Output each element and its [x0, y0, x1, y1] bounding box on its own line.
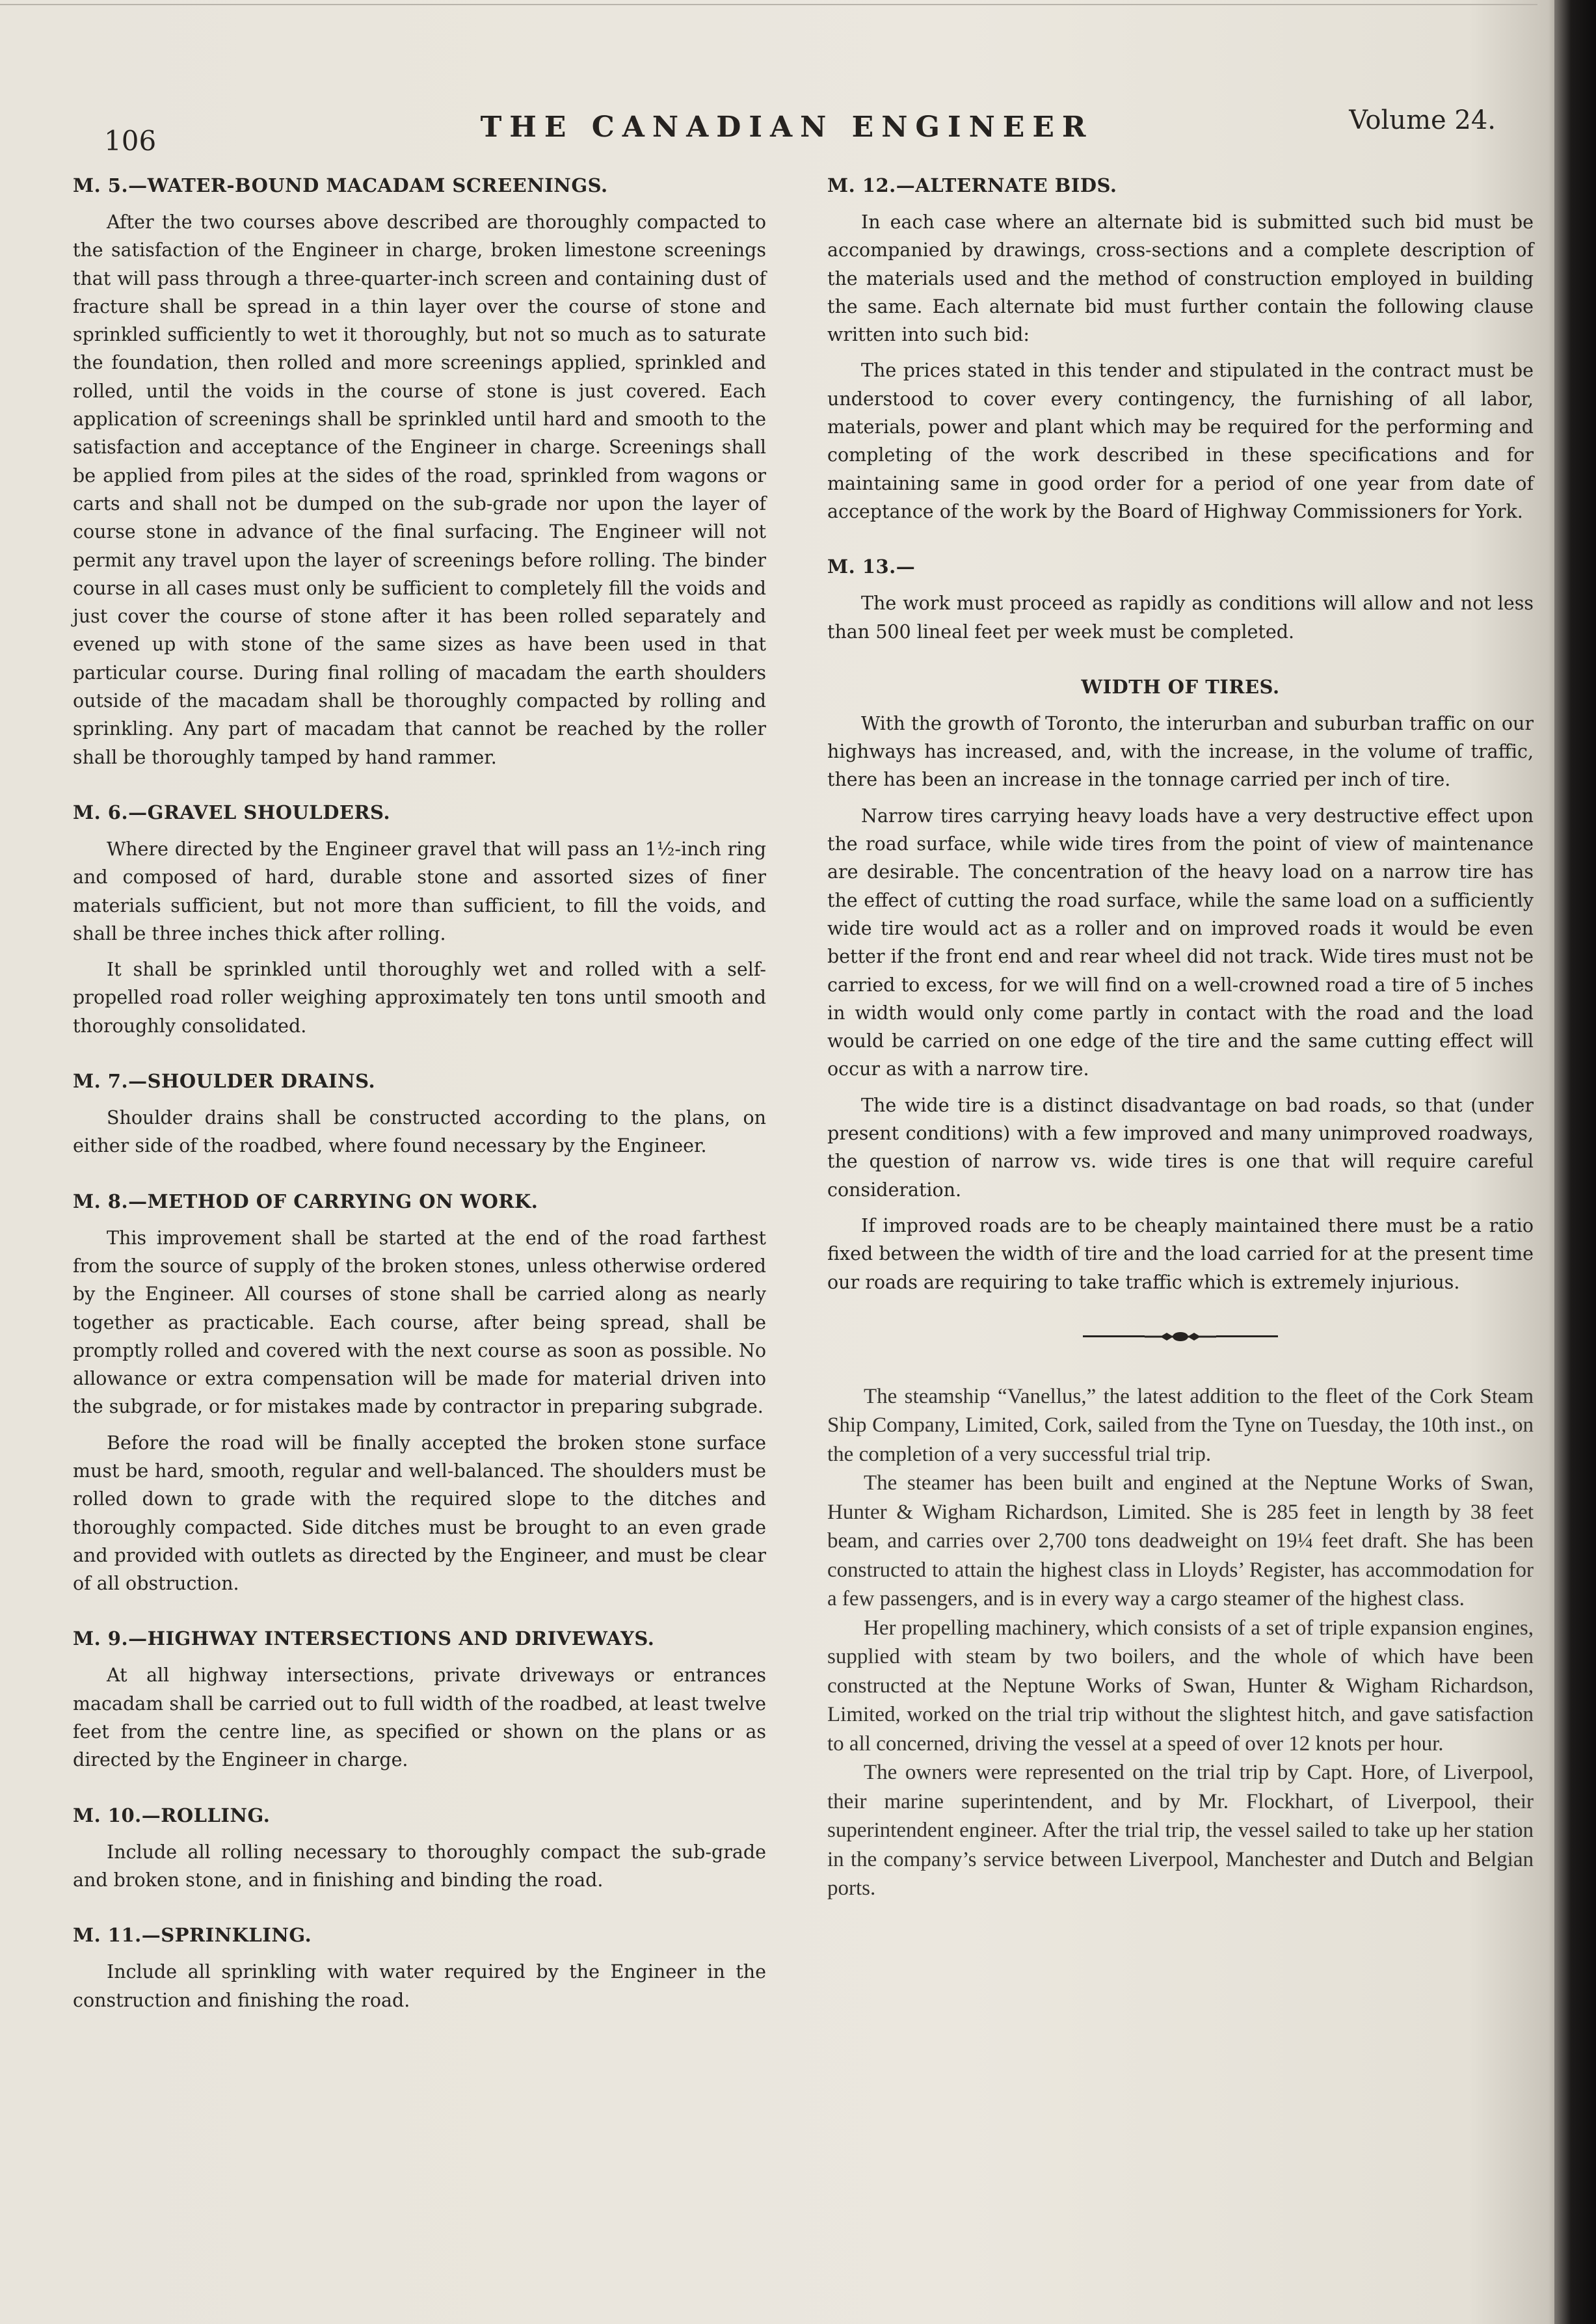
divider-rule [1216, 1335, 1278, 1337]
page-number: 106 [104, 125, 157, 157]
paragraph: Narrow tires carrying heavy loads have a very destructive effect upon the road surface, while wide tires from the point of view of maintenance are desirable. The concentration of the heavy load on a narrow tire has the effect of cutting the road surface, while the same load on a sufficiently wide tire would act as a roller and on improved roads it would be even better if the front end and rear wheel did not track. Wide tires must not be carried to excess, for we will find on a well-crowned road a tire of 5 inches in width would only come partly in contact with the road and the load would be carried on one edge of the tire and the same cutting effect will occur as with a narrow tire. [827, 805, 1534, 1080]
page-edge-line [0, 4, 1537, 5]
paragraph: The work must proceed as rapidly as conditions will allow and not less than 500 lineal feet per week must be completed. [827, 593, 1534, 643]
section-title: M. 6.—GRAVEL SHOULDERS. [73, 801, 391, 823]
section-m12 [827, 174, 1534, 526]
paragraph: If improved roads are to be cheaply maintained there must be a ratio fixed between the width of tire and the load carried for at the present time our roads are requiring to take traffic which is extremely injurious. [827, 1214, 1534, 1293]
section-m13 [827, 555, 1534, 646]
page-header [78, 103, 1496, 155]
paragraph: This improvement shall be started at the end of the road farthest from the source of supply of the broken stones, unless otherwise ordered by the Engineer. All courses of stone shall be carried along as nearly together as practicable. Each course, after being spread, shall be promptly rolled and covered with the next course as soon as possible. No allowance or extra compensation will be made for material driven into the subgrade, or for mistakes made by contractor in preparing subgrade. [73, 1227, 766, 1418]
paragraph: Before the road will be finally accepted the broken stone surface must be hard, smooth, regular and well-balanced. The shoulders must be rolled down to grade with the required slope to the ditches and thoroughly compacted. Side ditches must be brought to an even grade and provided with outlets as directed by the Engineer, and must be clear of all obstruction. [73, 1432, 766, 1595]
paragraph: At all highway intersections, private driveways or entrances macadam shall be carried out to full width of the roadbed, at least twelve feet from the centre line, as specified or shown on the plans or as directed by the Engineer in charge. [73, 1664, 766, 1771]
section-m10 [73, 1804, 766, 1895]
paragraph: The steamer has been built and engined at the Neptune Works of Swan, Hunter & Wigham Richardson, Limited. She is 285 feet in length by 38 feet beam, and carries over 2,700 tons deadweight on 19¼ feet draft. She has been constructed to attain the highest class in Lloyds’ Register, has accommodation for a few passengers, and is in every way a cargo steamer of the highest class. [827, 1471, 1534, 1611]
section-m7 [73, 1070, 766, 1160]
paragraph: Shoulder drains shall be constructed according to the plans, on either side of the roadbed, where found necessary by the Engineer. [73, 1107, 766, 1157]
section-title: WIDTH OF TIRES. [1081, 675, 1280, 698]
section-width-of-tires [827, 676, 1534, 1296]
paragraph: The owners were represented on the trial trip by Capt. Hore, of Liverpool, their marine superintendent, and by Mr. Flockhart, of Liverpool, their superintendent engineer. After the trial trip, the vessel sailed to take up her station in the company’s service between Liverpool, Manchester and Dutch and Belgian ports. [827, 1761, 1534, 1901]
section-title: M. 8.—METHOD OF CARRYING ON WORK. [73, 1190, 539, 1212]
divider-rule [1083, 1335, 1145, 1337]
steamship-news-item [827, 1382, 1534, 1903]
paragraph: The wide tire is a distinct disadvantage on bad roads, so that (under present conditions) with a few improved and many unimproved roadways, the question of narrow vs. wide tires is one that will require careful consideration. [827, 1094, 1534, 1201]
section-title: M. 10.—ROLLING. [73, 1804, 271, 1826]
paragraph: The steamship “Vanellus,” the latest addition to the fleet of the Cork Steam Ship Company, Limited, Cork, sailed from the Tyne on Tuesday, the 10th inst., on the completion of a very successful trial trip. [827, 1384, 1534, 1466]
section-title: M. 12.—ALTERNATE BIDS. [827, 174, 1117, 196]
section-title: M. 13.— [827, 555, 916, 578]
section-title: M. 5.—WATER-BOUND MACADAM SCREENINGS. [73, 174, 608, 196]
paragraph: It shall be sprinkled until thoroughly wet and rolled with a self-propelled road roller weighing approximately ten tons until smooth and thoroughly consolidated. [73, 959, 766, 1037]
paragraph: The prices stated in this tender and stipulated in the contract must be understood to cover every contingency, the furnishing of all labor, materials, power and plant which may be required for the performing and completing of the work described in these specifications and for maintaining same in good order for a period of one year from date of acceptance of the work by the Board of Highway Commissioners for York. [827, 360, 1534, 522]
left-column [73, 174, 766, 2044]
diamond-ornament-icon [1145, 1330, 1216, 1343]
journal-title: THE CANADIAN ENGINEER [480, 111, 1094, 144]
volume-label: Volume 24. [1349, 105, 1496, 135]
section-m11 [73, 1924, 766, 2014]
ornamental-divider [827, 1330, 1534, 1343]
paragraph: Include all sprinkling with water required by the Engineer in the construction and finishing the road. [73, 1961, 766, 2011]
book-spine-shadow [1554, 0, 1596, 2324]
section-title: M. 7.—SHOULDER DRAINS. [73, 1070, 376, 1093]
paragraph: Where directed by the Engineer gravel that will pass an 1½-inch ring and composed of hard, durable stone and assorted sizes of finer materials sufficient, but not more than sufficient, to fill the voids, and shall be three inches thick after rolling. [73, 838, 766, 944]
section-m5 [73, 174, 766, 771]
paragraph: With the growth of Toronto, the interurban and suburban traffic on our highways has increased, and, with the increase, in the volume of traffic, there has been an increase in the tonnage carried per inch of tire. [827, 712, 1534, 791]
paragraph: Her propelling machinery, which consists of a set of triple expansion engines, supplied with steam by two boilers, and the whole of which have been constructed at the Neptune Works of Swan, Hunter & Wigham Richardson, Limited, worked on the trial trip without the slightest hitch, and gave satisfaction to all concerned, driving the vessel at a speed of over 12 knots per hour. [827, 1616, 1534, 1756]
paragraph: After the two courses above described are thoroughly compacted to the satisfaction of the Engineer in charge, broken limestone screenings that will pass through a three-quarter-inch screen and containing dust of fracture shall be spread in a thin layer over the course of stone and sprinkled sufficiently to wet it thoroughly, but not so much as to saturate the foundation, then rolled and more screenings applied, sprinkled and rolled, until the voids in the course of stone is just covered. Each application of screenings shall be sprinkled until hard and smooth to the satisfaction and acceptance of the Engineer in charge. Screenings shall be applied from piles at the sides of the road, sprinkled from wagons or carts and shall not be dumped on the sub-grade nor upon the layer of course stone in advance of the final surfacing. The Engineer will not permit any travel upon the layer of screenings before rolling. The binder course in all cases must only be sufficient to completely fill the voids and just cover the course of stone after it has been rolled separately and evened up with stone of the same sizes as have been used in that particular course. During final rolling of macadam the earth shoulders outside of the macadam shall be thoroughly compacted by rolling and sprinkling. Any part of macadam that cannot be reached by the roller shall be thoroughly tamped by hand rammer. [73, 211, 766, 768]
right-column [827, 174, 1534, 1903]
section-m6 [73, 801, 766, 1040]
section-m9 [73, 1627, 766, 1774]
section-m8 [73, 1190, 766, 1598]
section-title: M. 11.—SPRINKLING. [73, 1924, 312, 1947]
section-title: M. 9.—HIGHWAY INTERSECTIONS AND DRIVEWAYS. [73, 1627, 655, 1650]
paragraph: Include all rolling necessary to thoroughly compact the sub-grade and broken stone, and in finishing and binding the road. [73, 1841, 766, 1891]
paragraph: In each case where an alternate bid is submitted such bid must be accompanied by drawings, cross-sections and a complete description of the materials used and the method of construction employed in building the same. Each alternate bid must further contain the following clause written into such bid: [827, 211, 1534, 346]
